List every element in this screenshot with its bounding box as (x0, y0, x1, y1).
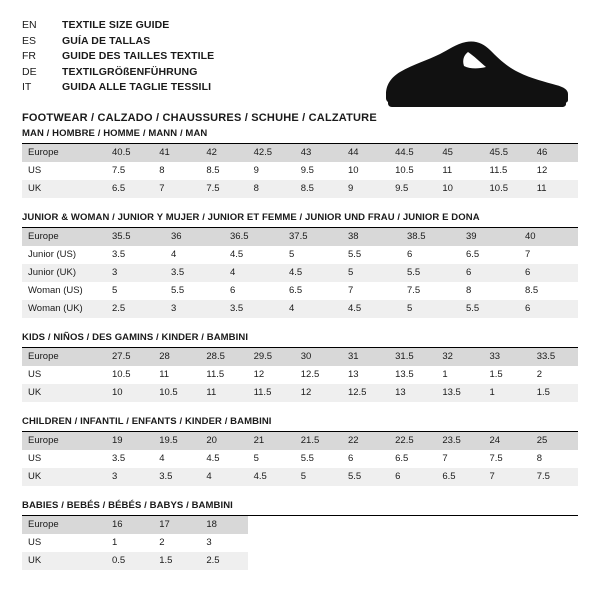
size-cell: 42 (200, 144, 247, 162)
size-cell (531, 552, 578, 570)
row-label: UK (22, 468, 106, 486)
size-cell: 4.5 (230, 249, 244, 260)
size-cell: 7.5 (489, 453, 503, 464)
size-cell: 11 (200, 384, 247, 402)
size-cell: 0.5 (106, 552, 153, 570)
size-cell (531, 516, 578, 534)
category-title: FOOTWEAR / CALZADO / CHAUSSURES / SCHUHE / CALZATURE (22, 111, 377, 124)
size-cell: 3 (106, 468, 153, 486)
language-row (22, 49, 214, 65)
size-cell: 18 (200, 516, 247, 534)
size-cell: 12.5 (300, 369, 320, 380)
size-cell: 9.5 (389, 180, 436, 198)
size-cell: 5 (253, 453, 259, 464)
size-cell: 5.5 (348, 249, 362, 260)
size-cell: 43 (295, 144, 342, 162)
section-title: MAN / HOMBRE / HOMME / MANN / MAN (22, 128, 208, 139)
row-label: US (28, 537, 42, 548)
size-cell: 42.5 (248, 144, 295, 162)
size-cell: 6.5 (466, 249, 480, 260)
size-cell (389, 516, 436, 534)
size-cell: 2.5 (106, 300, 165, 318)
size-cell: 6 (519, 264, 578, 282)
row-label: Junior (US) (28, 249, 77, 260)
table-row (22, 552, 578, 570)
size-cell: 7 (525, 249, 531, 260)
language-title: TEXTILE SIZE GUIDE (62, 19, 170, 31)
size-cell: 19 (106, 432, 153, 450)
size-cell: 4.5 (283, 264, 342, 282)
size-cell: 3.5 (112, 249, 126, 260)
size-cell: 6 (230, 285, 236, 296)
size-cell (342, 534, 389, 552)
row-label: Woman (UK) (22, 300, 106, 318)
size-cell: 4.5 (248, 468, 295, 486)
size-cell: 25 (531, 432, 578, 450)
row-label: US (28, 369, 42, 380)
size-cell: 21 (248, 432, 295, 450)
row-label: UK (22, 180, 106, 198)
size-cell (295, 534, 342, 552)
size-cell: 3 (106, 264, 165, 282)
size-cell: 24 (484, 432, 531, 450)
size-cell: 4 (171, 249, 177, 260)
size-cell: 4.5 (206, 453, 220, 464)
table-row (22, 450, 578, 468)
row-label: UK (22, 384, 106, 402)
table-row (22, 300, 578, 318)
size-cell: 3.5 (224, 300, 283, 318)
size-cell: 10.5 (395, 165, 414, 176)
size-cell: 10 (106, 384, 153, 402)
size-cell: 20 (200, 432, 247, 450)
document-header (22, 18, 578, 124)
size-cell: 29.5 (248, 348, 295, 366)
dress-shoe-icon (380, 38, 570, 110)
size-cell: 3.5 (112, 453, 126, 464)
size-cell: 22 (342, 432, 389, 450)
size-cell: 10.5 (153, 384, 200, 402)
size-cell: 38.5 (401, 228, 460, 246)
size-table (22, 228, 578, 318)
size-cell: 1 (112, 537, 118, 548)
size-cell: 12 (253, 369, 265, 380)
size-cell: 8.5 (206, 165, 220, 176)
size-cell: 5 (342, 264, 401, 282)
size-cell: 44.5 (389, 144, 436, 162)
table-row (22, 432, 578, 450)
language-title-list (22, 18, 214, 96)
size-cell: 4 (224, 264, 283, 282)
size-cell: 37.5 (283, 228, 342, 246)
size-table (22, 144, 578, 198)
language-title: GUIDE DES TAILLES TEXTILE (62, 50, 215, 62)
size-cell (436, 516, 483, 534)
size-cell: 5.5 (342, 468, 389, 486)
row-label: UK (22, 552, 106, 570)
size-cell: 10 (436, 180, 483, 198)
size-cell: 31.5 (389, 348, 436, 366)
size-cell: 1.5 (153, 552, 200, 570)
language-code: IT (22, 81, 32, 93)
size-cell: 5 (112, 285, 118, 296)
size-cell: 5.5 (171, 285, 185, 296)
size-cell: 7.5 (200, 180, 247, 198)
size-cell: 12 (536, 165, 548, 176)
size-section-children (22, 416, 578, 486)
size-cell: 8 (248, 180, 295, 198)
size-cell: 6 (519, 300, 578, 318)
table-row (22, 348, 578, 366)
size-cell: 5 (289, 249, 295, 260)
size-cell: 8 (536, 453, 542, 464)
size-cell: 33 (484, 348, 531, 366)
size-cell: 8 (159, 165, 165, 176)
language-row (22, 80, 214, 96)
size-cell: 1 (484, 384, 531, 402)
size-table (22, 516, 578, 570)
size-cell: 40 (519, 228, 578, 246)
size-cell: 13.5 (436, 384, 483, 402)
size-cell (342, 552, 389, 570)
size-cell: 46 (531, 144, 578, 162)
size-cell: 11.5 (248, 384, 295, 402)
size-cell: 3.5 (153, 468, 200, 486)
size-cell: 1.5 (489, 369, 503, 380)
size-cell: 6.5 (106, 180, 153, 198)
size-cell: 35.5 (106, 228, 165, 246)
size-section-man (22, 128, 578, 198)
size-cell: 4 (159, 453, 165, 464)
language-code: ES (22, 34, 37, 47)
size-cell: 39 (460, 228, 519, 246)
size-cell: 19.5 (153, 432, 200, 450)
size-cell: 6.5 (395, 453, 409, 464)
size-cell: 7 (153, 180, 200, 198)
size-cell (248, 552, 295, 570)
size-cell: 11.5 (489, 165, 508, 176)
size-cell: 11 (531, 180, 578, 198)
size-cell: 36 (165, 228, 224, 246)
size-cell: 10.5 (112, 369, 131, 380)
section-title: BABIES / BEBÉS / BÉBÉS / BABYS / BAMBINI (22, 500, 233, 511)
size-cell: 7.5 (112, 165, 126, 176)
size-cell: 16 (106, 516, 153, 534)
table-row (22, 180, 578, 198)
size-cell: 11 (442, 165, 453, 176)
size-cell: 8.5 (525, 285, 539, 296)
size-cell: 41 (153, 144, 200, 162)
size-cell: 6 (389, 468, 436, 486)
table-row (22, 516, 578, 534)
size-section-babies (22, 500, 578, 570)
language-row (22, 18, 214, 34)
size-cell: 2 (536, 369, 542, 380)
size-cell (484, 534, 531, 552)
size-cell (531, 534, 578, 552)
size-cell: 12.5 (342, 384, 389, 402)
table-row (22, 144, 578, 162)
size-cell: 9.5 (300, 165, 314, 176)
row-label: Europe (22, 432, 106, 450)
table-row (22, 534, 578, 552)
size-cell: 7.5 (531, 468, 578, 486)
language-row (22, 34, 214, 50)
size-cell: 5.5 (401, 264, 460, 282)
language-title: TEXTILGRÖßENFÜHRUNG (62, 65, 198, 78)
size-cell: 4.5 (342, 300, 401, 318)
size-cell: 5.5 (460, 300, 519, 318)
size-cell: 3 (165, 300, 224, 318)
size-section-kids (22, 332, 578, 402)
table-row (22, 228, 578, 246)
size-cell: 4 (283, 300, 342, 318)
size-cell: 2 (159, 537, 165, 548)
size-cell: 8 (466, 285, 472, 296)
size-cell: 40.5 (106, 144, 153, 162)
size-section-junior-woman (22, 212, 578, 318)
size-cell: 32 (436, 348, 483, 366)
size-cell: 10 (347, 165, 359, 176)
size-cell: 33.5 (531, 348, 578, 366)
size-cell: 13.5 (395, 369, 414, 380)
size-cell: 17 (153, 516, 200, 534)
size-cell: 3.5 (165, 264, 224, 282)
section-title: KIDS / NIÑOS / DES GAMINS / KINDER / BAMBINI (22, 332, 249, 343)
section-title: JUNIOR & WOMAN / JUNIOR Y MUJER / JUNIOR ET FEMME / JUNIOR UND FRAU / JUNIOR E DONA (22, 212, 480, 223)
size-cell (295, 552, 342, 570)
size-cell: 22.5 (389, 432, 436, 450)
size-cell (248, 534, 295, 552)
table-row (22, 384, 578, 402)
size-cell: 11.5 (206, 369, 225, 380)
size-cell (389, 534, 436, 552)
size-cell (436, 552, 483, 570)
row-label: Woman (US) (28, 285, 83, 296)
size-cell: 13 (389, 384, 436, 402)
section-title: CHILDREN / INFANTIL / ENFANTS / KINDER / BAMBINI (22, 416, 272, 427)
size-cell: 1 (442, 369, 448, 380)
size-cell: 1.5 (531, 384, 578, 402)
size-cell: 7 (442, 453, 448, 464)
table-row (22, 282, 578, 300)
size-table (22, 348, 578, 402)
row-label: Junior (UK) (22, 264, 106, 282)
language-title: GUIDA ALLE TAGLIE TESSILI (62, 81, 212, 93)
row-label: US (28, 165, 42, 176)
language-code: FR (22, 50, 36, 62)
table-row (22, 246, 578, 264)
language-code: EN (22, 19, 37, 31)
size-cell: 10.5 (484, 180, 531, 198)
size-cell: 45 (436, 144, 483, 162)
size-cell: 6 (347, 453, 354, 464)
size-cell: 12 (295, 384, 342, 402)
size-cell (295, 516, 342, 534)
size-cell: 7.5 (407, 285, 421, 296)
size-sections (22, 128, 578, 570)
size-cell (342, 516, 389, 534)
size-cell: 7 (484, 468, 531, 486)
table-row (22, 468, 578, 486)
size-cell: 5.5 (300, 453, 314, 464)
size-cell: 38 (342, 228, 401, 246)
size-cell: 5 (401, 300, 460, 318)
size-cell: 4 (200, 468, 247, 486)
size-cell: 5 (295, 468, 342, 486)
row-label: Europe (22, 348, 106, 366)
table-row (22, 366, 578, 384)
size-cell: 13 (347, 369, 359, 380)
size-cell: 23.5 (436, 432, 483, 450)
size-cell: 36.5 (224, 228, 283, 246)
language-title: GUÍA DE TALLAS (62, 34, 151, 47)
size-cell: 6 (407, 249, 413, 260)
size-cell (436, 534, 483, 552)
size-cell: 8.5 (295, 180, 342, 198)
size-cell: 9 (342, 180, 389, 198)
size-cell: 2.5 (200, 552, 247, 570)
size-cell (484, 516, 531, 534)
size-cell: 6.5 (289, 285, 303, 296)
size-cell: 7 (348, 285, 354, 296)
size-cell: 27.5 (106, 348, 153, 366)
language-row (22, 65, 214, 81)
size-cell: 28 (153, 348, 200, 366)
size-table (22, 432, 578, 486)
size-cell: 3 (206, 537, 212, 548)
size-cell: 30 (295, 348, 342, 366)
row-label: Europe (22, 516, 106, 534)
size-cell: 9 (253, 165, 259, 176)
row-label: US (28, 453, 42, 464)
size-cell: 21.5 (295, 432, 342, 450)
table-row (22, 264, 578, 282)
size-cell: 45.5 (484, 144, 531, 162)
size-cell: 11 (159, 369, 170, 380)
size-cell: 31 (342, 348, 389, 366)
size-cell (484, 552, 531, 570)
table-row (22, 162, 578, 180)
language-code: DE (22, 65, 37, 78)
size-cell: 28.5 (200, 348, 247, 366)
size-cell: 6 (460, 264, 519, 282)
size-cell: 44 (342, 144, 389, 162)
size-cell (389, 552, 436, 570)
row-label: Europe (22, 144, 106, 162)
size-cell: 6.5 (436, 468, 483, 486)
size-cell (248, 516, 295, 534)
row-label: Europe (22, 228, 106, 246)
